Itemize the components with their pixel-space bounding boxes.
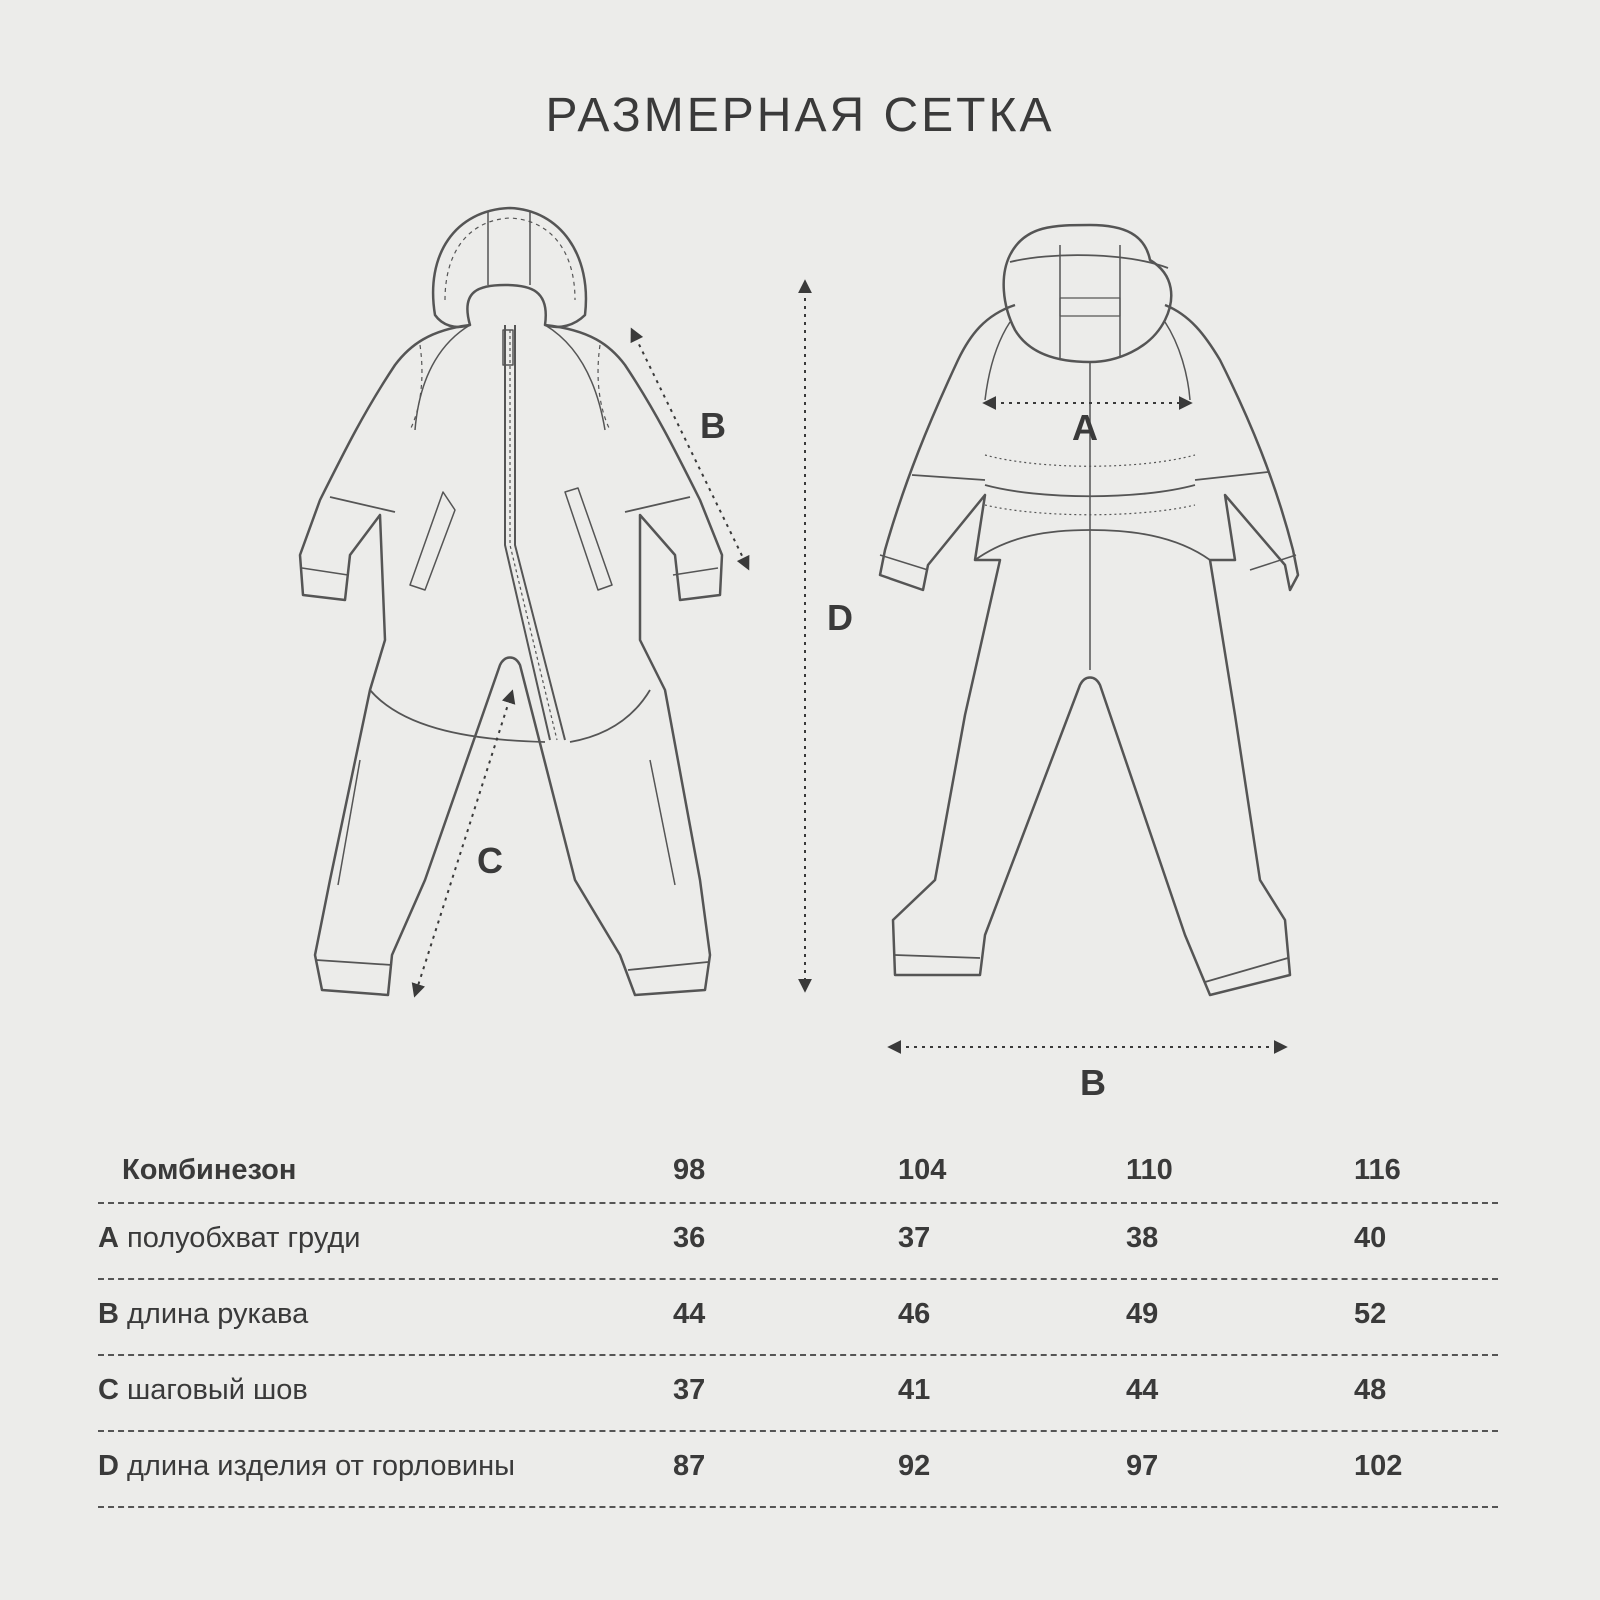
back-view-drawing — [880, 225, 1298, 995]
table-cell: 37 — [673, 1374, 706, 1406]
table-cell: 52 — [1354, 1298, 1387, 1330]
table-row — [98, 1204, 1498, 1280]
dimension-label-b-front: B — [700, 405, 726, 446]
row-label — [98, 1374, 308, 1407]
row-code: A — [98, 1222, 119, 1254]
table-cell: 38 — [1126, 1222, 1159, 1254]
front-view-drawing — [300, 208, 722, 995]
table-cell: 36 — [673, 1222, 706, 1254]
table-cell: 44 — [673, 1298, 706, 1330]
page-title: РАЗМЕРНАЯ СЕТКА — [545, 89, 1055, 142]
sleeve-dimension-line — [632, 330, 748, 568]
size-header: 104 — [898, 1154, 947, 1186]
dimension-label-a: A — [1072, 407, 1098, 448]
table-row — [98, 1356, 1498, 1432]
size-header: 98 — [673, 1154, 706, 1186]
dimension-label-c: C — [477, 840, 503, 881]
table-cell: 87 — [673, 1450, 706, 1482]
table-cell: 48 — [1354, 1374, 1387, 1406]
row-code: B — [98, 1298, 119, 1330]
table-header-row — [98, 1150, 1498, 1204]
row-label — [98, 1298, 308, 1331]
table-cell: 41 — [898, 1374, 931, 1406]
table-cell: 97 — [1126, 1450, 1159, 1482]
row-code: C — [98, 1374, 119, 1406]
table-row — [98, 1432, 1498, 1508]
front-dimensions — [415, 282, 805, 995]
row-label — [98, 1450, 515, 1483]
table-header-name: Комбинезон — [122, 1154, 297, 1186]
table-cell: 40 — [1354, 1222, 1387, 1254]
size-header: 110 — [1126, 1154, 1173, 1186]
table-cell: 92 — [898, 1450, 931, 1482]
size-table — [98, 1150, 1498, 1508]
size-header: 116 — [1354, 1154, 1401, 1186]
row-description: длина изделия от горловины — [127, 1450, 515, 1482]
table-cell: 44 — [1126, 1374, 1159, 1406]
dimension-label-b-back: B — [1080, 1062, 1106, 1103]
row-label — [98, 1222, 361, 1255]
table-cell: 37 — [898, 1222, 931, 1254]
table-cell: 49 — [1126, 1298, 1159, 1330]
dimension-label-d: D — [827, 597, 853, 638]
row-description: длина рукава — [127, 1298, 309, 1330]
row-description: шаговый шов — [127, 1374, 308, 1406]
table-cell: 102 — [1354, 1450, 1403, 1482]
row-code: D — [98, 1450, 119, 1482]
row-description: полуобхват груди — [127, 1222, 361, 1254]
table-row — [98, 1280, 1498, 1356]
table-cell: 46 — [898, 1298, 931, 1330]
